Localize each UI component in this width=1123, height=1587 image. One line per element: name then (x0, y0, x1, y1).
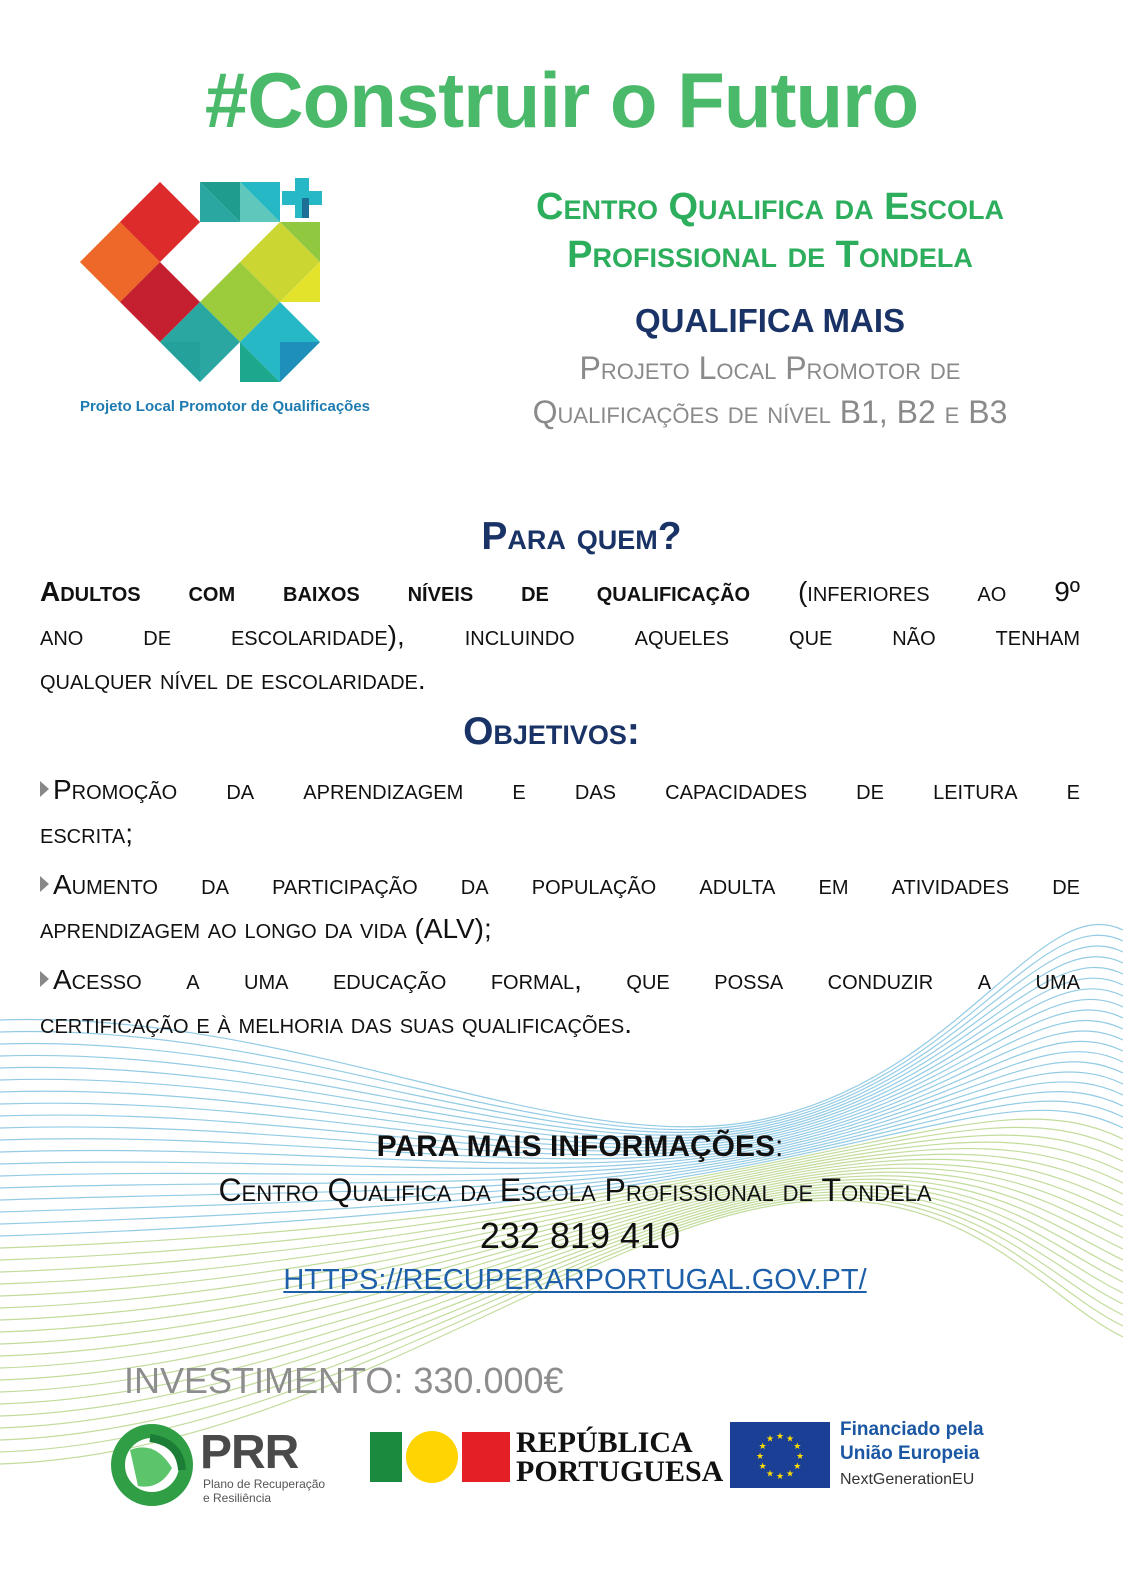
prr-subtitle: Plano de Recuperação e Resiliência (203, 1477, 326, 1505)
objective-3-line2: certificação e à melhoria das suas qualificações. (40, 1008, 632, 1039)
bullet-arrow-icon (40, 876, 49, 892)
svg-text:★: ★ (775, 1431, 785, 1441)
objective-item-2 (40, 863, 1080, 951)
bullet-arrow-icon (40, 781, 49, 797)
eu-nextgen: NextGenerationEU (840, 1471, 975, 1488)
svg-text:★: ★ (775, 1471, 785, 1481)
republica-portuguesa-logo: REPÚBLICA PORTUGUESA (516, 1426, 724, 1488)
objective-1-line1: Promoção da aprendizagem e das capacidades de leitura e (53, 774, 1080, 805)
info-org-name: Centro Qualifica da Escola Profissional de Tondela (218, 1172, 932, 1208)
org-name-line2: Profissional de Tondela (567, 234, 973, 276)
info-website-link[interactable]: HTTPS://RECUPERARPORTUGAL.GOV.PT/ (283, 1264, 867, 1296)
svg-text:★: ★ (765, 1468, 775, 1479)
svg-text:★: ★ (758, 1441, 767, 1451)
org-name-line1: Centro Qualifica da Escola (536, 186, 1004, 228)
program-name: QUALIFICA MAIS (634, 302, 906, 339)
target-bold: Adultos com baixos níveis de qualificação (40, 576, 751, 607)
target-line2: ano de escolaridade), incluindo aqueles que não tenham (40, 620, 1080, 651)
objective-item-1 (40, 768, 1080, 856)
project-subtitle-line2: Qualificações de nível B1, B2 e B3 (532, 394, 1008, 430)
investment-amount: INVESTIMENTO: 330.000€ (124, 1360, 564, 1401)
republica-flag-yellow (406, 1431, 458, 1483)
bullet-arrow-icon (40, 971, 49, 987)
objective-1-line2: escrita; (40, 818, 133, 849)
info-heading: PARA MAIS INFORMAÇÕES: (376, 1130, 784, 1163)
eu-funded-line1: Financiado pela (840, 1419, 984, 1440)
objectives-heading: Objetivos: (463, 710, 640, 753)
svg-text:★: ★ (765, 1433, 775, 1444)
republica-flag-red (462, 1432, 510, 1482)
objective-2-line2: aprendizagem ao longo da vida (ALV); (40, 913, 492, 944)
target-paragraph (40, 570, 1080, 702)
prr-wordmark: PRR (200, 1426, 299, 1479)
target-line3: qualquer nível de escolaridade. (40, 664, 426, 695)
svg-text:★: ★ (758, 1461, 767, 1471)
hashtag-title: #Construir o Futuro (204, 56, 919, 144)
svg-text:★: ★ (755, 1451, 765, 1461)
svg-text:★: ★ (793, 1461, 802, 1471)
target-heading: Para quem? (481, 515, 682, 558)
info-phone: 232 819 410 (479, 1215, 681, 1256)
project-subtitle-line1: Projeto Local Promotor de (579, 350, 961, 386)
target-line1 (40, 570, 1080, 614)
logo-caption: Projeto Local Promotor de Qualificações (79, 398, 371, 415)
objective-2-line1: Aumento da participação da população adulta em atividades de (53, 869, 1080, 900)
republica-flag-green (370, 1432, 402, 1482)
objective-item-3 (40, 958, 1080, 1046)
qualifica-logo (70, 170, 380, 430)
svg-text:★: ★ (785, 1433, 795, 1444)
svg-text:★: ★ (785, 1468, 795, 1479)
target-rest: (inferiores ao 9º (750, 576, 1081, 607)
svg-text:★: ★ (795, 1451, 805, 1461)
objective-3-line1: Acesso a uma educação formal, que possa conduzir a uma (53, 964, 1081, 995)
eu-flag-icon (730, 1422, 830, 1488)
eu-funded-line2: União Europeia (840, 1443, 980, 1464)
svg-text:★: ★ (793, 1441, 802, 1451)
